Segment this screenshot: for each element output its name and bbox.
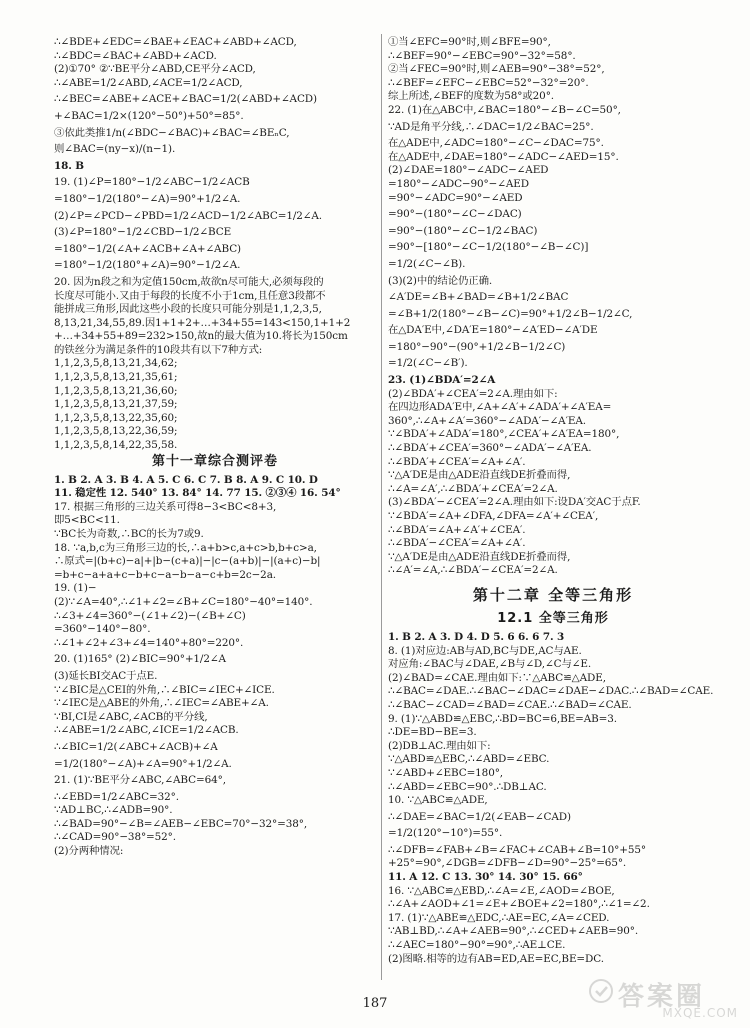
- answer-line: 能拼成三角形,因此这些小段的长度只可能分别是1,1,2,3,5,: [54, 303, 322, 316]
- answer-line: 1,1,2,3,5,8,13,22,36,59;: [54, 425, 178, 438]
- left-column: [54, 36, 376, 859]
- answer-line: 1,1,2,3,5,8,14,22,35,58.: [54, 439, 178, 452]
- answer-line: ∴∠A+∠AOD+∠1=∠E+∠BOE+∠2=180°,∴∠1=∠2.: [388, 898, 650, 911]
- answer-line: ∴∠BDC=∠BAC+∠ABD+∠ACD.: [54, 49, 217, 62]
- answer-line: ∴∠BDA′=∠A+∠A′+∠CEA′.: [388, 523, 526, 536]
- answer-line: ∵∠ABD+∠EBC=180°,: [388, 766, 504, 779]
- answer-line: (2)∠DAE=180°−∠ADC−∠AED: [388, 164, 549, 177]
- answer-line: 18. B: [54, 159, 84, 172]
- answer-line: 16. ∵△ABC≌△EBD,∴∠A=∠E,∠AOD=∠BOE,: [388, 884, 615, 897]
- answer-line: 1,1,2,3,5,8,13,21,36,60;: [54, 384, 178, 397]
- answer-line: 在△DA′E中,∠DA′E=180°−∠A′ED−∠A′DE: [388, 324, 598, 337]
- answer-line: ∴∠DFB=∠FAB+∠B=∠FAC+∠CAB+∠B=10°+55°: [388, 843, 646, 856]
- answer-line: ∴∠A=∠A′,∴∠BDA′+∠CEA′=2∠A.: [388, 482, 558, 495]
- answer-line: ∴DE=BD−BE=3.: [388, 726, 477, 739]
- answer-line: +…+34+55+89=232>150,故n的最大值为10.将长为150cm: [54, 330, 348, 343]
- answer-line: =∠B+1/2(180°−∠B−∠C)=90°+1/2∠B−1/2∠C,: [388, 307, 633, 320]
- answer-line: =90°−∠ADC=90°−∠AED: [388, 191, 523, 204]
- answer-line: ∴∠ABD=∠EBC=90°.∴DB⊥AC.: [388, 780, 547, 793]
- answer-line: ∴∠A′=∠A,∴∠BDA′−∠CEA′=2∠A.: [388, 564, 558, 577]
- answer-line: 10. ∵△ABC≌△ADE,: [388, 794, 488, 807]
- answer-line: ∵BI,CI是∠ABC,∠ACB的平分线,: [54, 710, 208, 723]
- answer-line: ∴∠1+∠2+∠3+∠4=140°+80°=220°.: [54, 636, 244, 649]
- answer-line: 1,1,2,3,5,8,13,21,34,62;: [54, 357, 178, 370]
- answer-line: (3)∠P=180°−1/2∠CBD−1/2∠BCE: [54, 226, 232, 239]
- answer-line: ∴∠CAD=90°−38°=52°.: [54, 831, 176, 844]
- answer-line: =1/2(∠C−∠B).: [388, 257, 466, 270]
- answer-line: =180°−1/2(180°+∠A)=90°−1/2∠A.: [54, 259, 241, 272]
- answer-line: +∠BAC=1/2×(120°−50°)+50°=85°.: [54, 109, 244, 122]
- answer-line: 长度尽可能小.又由于每段的长度不小于1cm,且任意3段都不: [54, 289, 326, 302]
- answer-line: (2)∵∠A=40°,∴∠1+∠2=∠B+∠C=180°−40°=140°.: [54, 595, 313, 608]
- answer-line: 21. (1)∵BE平分∠ABC,∠ABC=64°,: [54, 774, 226, 787]
- answer-line: =1/2(120°−10°)=55°.: [388, 827, 503, 840]
- answer-line: 20. (1)165° (2)∠BIC=90°+1/2∠A: [54, 653, 226, 666]
- answer-line: ∴∠BDE+∠EDC=∠BAE+∠EAC+∠ABD+∠ACD,: [54, 36, 297, 48]
- answer-line: 18. ∵a,b,c为三角形三边的长,∴a+b>c,a+c>b,b+c>a,: [54, 541, 317, 554]
- watermark: [588, 976, 738, 1020]
- watermark-text: 答案圈: [618, 982, 706, 1012]
- answer-line: ∴∠3+∠4=360°−(∠1+∠2)−(∠B+∠C): [54, 609, 246, 622]
- answer-line: =180°−1/2(180°−∠A)=90°+1/2∠A.: [54, 192, 241, 205]
- answer-line: ∴∠ABE=1/2∠ABC,∠ICE=1/2∠ACB.: [54, 724, 239, 737]
- answer-line: (2)分两种情况:: [54, 845, 124, 858]
- answer-line: ∴∠BAD=90°−∠B=∠AEB−∠EBC=70°−32°=38°,: [54, 817, 308, 830]
- answer-line: =360°−140°−80°.: [54, 623, 151, 636]
- answer-line: =1/2(∠C−∠B′).: [388, 357, 468, 370]
- answer-line: ∴∠BIC=1/2(∠ABC+∠ACB)+∠A: [54, 740, 218, 753]
- answer-line: 360°,∴∠A+∠A′=360°−∠ADA′−∠A′EA.: [388, 414, 586, 427]
- answer-line: 17. 根据三角形的三边关系可得8−3<BC<8+3,: [54, 500, 277, 513]
- answer-line: (2)∠BAD=∠CAE.理由如下:∵△ABC≌△ADE,: [388, 671, 606, 684]
- answer-line: =180°−1/2(∠A+∠ACB+∠A+∠ABC): [54, 242, 241, 255]
- answer-line: 11. A 12. C 13. 30° 14. 30° 15. 66°: [388, 871, 583, 884]
- answer-line: 1. B 2. A 3. D 4. D 5. 6 6. 6 7. 3: [388, 630, 565, 643]
- answer-line: ∵△ABD≌△EBC,∴∠ABD=∠EBC.: [388, 753, 550, 766]
- answer-line: ∵AB⊥BD,∴∠A+∠AEB=90°,∴∠CED+∠AEB=90°.: [388, 925, 639, 938]
- answer-line: =180°−∠ADC−90°−∠AED: [388, 177, 529, 190]
- answer-line: ∴∠BDA′−∠CEA′=∠A+∠A′.: [388, 537, 526, 550]
- section-heading: 12.1 全等三角形: [497, 610, 609, 626]
- answer-line: (2)图略.相等的边有AB=ED,AE=EC,BE=DC.: [388, 952, 604, 965]
- answer-line: 1,1,2,3,5,8,13,22,35,60;: [54, 411, 178, 424]
- answer-line: (2)①70° ②∵BE平分∠ABD,CE平分∠ACD,: [54, 63, 256, 76]
- answer-line: ∵△A′DE是由△ADE沿直线DE折叠而得,: [388, 550, 571, 563]
- answer-line: ∵∠BDA′=∠A+∠DFA,∠DFA=∠A′+∠CEA′,: [388, 510, 599, 522]
- answer-line: (3)∠BDA′−∠CEA′=2∠A.理由如下:设DA′交AC于点F.: [388, 496, 641, 509]
- answer-line: 8. (1)对应边:AB与AD,BC与DE,AC与AE.: [388, 644, 582, 657]
- answer-line: 11. 稳定性 12. 540° 13. 84° 14. 77 15. ②③④ 16. 54°: [54, 487, 341, 500]
- answer-line: ∴∠BDA′+∠CEA′=360°−∠ADA′−∠A′EA.: [388, 442, 592, 455]
- answer-line: 综上所述,∠BEF的度数为58°或20°.: [388, 90, 554, 103]
- answer-line: ∴∠BEC=∠ABE+∠ACE+∠BAC=1/2(∠ABD+∠ACD): [54, 93, 317, 106]
- answer-line: 17. (1)∵△ABE≌△EDC,∴AE=EC,∠A=∠CED.: [388, 911, 610, 924]
- answer-line: =1/2(180°−∠A)+∠A=90°+1/2∠A.: [54, 757, 232, 770]
- answer-line: ∴∠BAC−∠CAD=∠BAD=∠CAE.∴∠BAD=∠CAE.: [388, 698, 632, 711]
- answer-line: ∴∠DAE=∠BAC=1/2(∠EAB−∠CAD): [388, 810, 571, 823]
- answer-line: ∴∠ABE=1/2∠ABD,∠ACE=1/2∠ACD,: [54, 76, 243, 89]
- answer-line: =90°−[180°−∠C−1/2(180°−∠B−∠C)]: [388, 241, 589, 254]
- answer-line: 19. (1)∠P=180°−1/2∠ABC−1/2∠ACB: [54, 176, 250, 189]
- answer-line: 8,13,21,34,55,89.因1+1+2+…+34+55=143<150,1+1+2: [54, 316, 351, 329]
- column-divider: [381, 34, 382, 980]
- answer-line: ③依此类推1/n(∠BDC−∠BAC)+∠BAC=∠BEₙC,: [54, 126, 290, 139]
- answer-line: 22. (1)在△ABC中,∠BAC=180°−∠B−∠C=50°,: [388, 103, 621, 116]
- right-column: [388, 36, 718, 966]
- answer-line: =90°−(180°−∠C−∠DAC): [388, 208, 522, 221]
- watermark-logo-icon: [588, 978, 614, 1004]
- answer-line: 9. (1)∵△ABD≌△EBC,∴BD=BC=6,BE=AB=3.: [388, 712, 617, 725]
- answer-line: ∵AD⊥BC,∴∠ADB=90°.: [54, 804, 173, 817]
- answer-line: ∵△A′DE是由△ADE沿直线DE折叠而得,: [388, 469, 571, 482]
- answer-line: 1,1,2,3,5,8,13,21,37,59;: [54, 398, 178, 411]
- answer-line: ∵BC长为奇数,∴BC的长为7或9.: [54, 528, 204, 540]
- answer-line: 在△ADE中,∠DAE=180°−∠ADC−∠AED=15°.: [388, 150, 619, 163]
- answer-line: ∵∠BDA′+∠ADA′=180°,∠CEA′+∠A′EA=180°,: [388, 428, 620, 441]
- answer-line: 1,1,2,3,5,8,13,21,35,61;: [54, 371, 178, 384]
- section-heading: 第十二章 全等三角形: [472, 585, 634, 604]
- answer-line: 的铁丝分为满足条件的10段共有以下7种方式:: [54, 343, 263, 356]
- answer-line: ∵∠BIC是△CEI的外角,∴∠BIC=∠IEC+∠ICE.: [54, 683, 275, 696]
- answer-line: ②当∠FEC=90°时,则∠AEB=90°−38°=52°,: [388, 63, 605, 76]
- answer-line: (2)∠BDA′+∠CEA′=2∠A.理由如下:: [388, 387, 558, 400]
- answer-line: 在△ADE中,∠ADC=180°−∠C−∠DAC=75°.: [388, 137, 604, 150]
- answer-line: ∴∠BEF=90°−∠EBC=90°−32°=58°.: [388, 49, 576, 62]
- answer-line: =b+c−a+a+c−b+c−a−b−a−c+b=2c−2a.: [54, 568, 276, 581]
- watermark-url: MXQE.COM: [662, 1006, 738, 1020]
- answer-line: ∴∠BEF=∠EFC−∠EBC=52°−32°=20°.: [388, 76, 589, 89]
- answer-line: (2)DB⊥AC.理由如下:: [388, 739, 491, 752]
- answer-line: ∴原式=|(b+c)−a|+|b−(c+a)|−|c−(a+b)|−|(a+c)−b|: [54, 555, 321, 568]
- answer-line: ∴∠AEC=180°−90°=90°,∴AE⊥CE.: [388, 939, 566, 952]
- answer-line: 对应角:∠BAC与∠DAE,∠B与∠D,∠C与∠E.: [388, 658, 592, 671]
- answer-line: ①当∠EFC=90°时,则∠BFE=90°,: [388, 36, 551, 48]
- answer-line: ∵AD是角平分线,∴∠DAC=1/2∠BAC=25°.: [388, 120, 594, 133]
- answer-line: 1. B 2. A 3. B 4. A 5. C 6. C 7. B 8. A 9. C 10. D: [54, 473, 318, 486]
- answer-line: 则∠BAC=(ny−x)/(n−1).: [54, 143, 176, 156]
- page-number: 187: [362, 996, 388, 1011]
- answer-line: (3)延长BI交AC于点E.: [54, 669, 158, 682]
- answer-line: 在四边形ADA′E中,∠A+∠A′+∠ADA′+∠A′EA=: [388, 401, 612, 414]
- answer-line: =90°−(180°−∠C−1/2∠BAC): [388, 224, 538, 237]
- answer-line: ∴∠BAC=∠DAE.∴∠BAC−∠DAC=∠DAE−∠DAC.∴∠BAD=∠CAE.: [388, 685, 714, 698]
- answer-line: 23. (1)∠BDA′=2∠A: [388, 374, 496, 387]
- answer-line: =180°−90°−(90°+1/2∠B−1/2∠C): [388, 340, 566, 353]
- answer-line: ∴∠BDA′+∠CEA′=∠A+∠A′.: [388, 455, 526, 468]
- answer-line: (2)∠P=∠PCD−∠PBD=1/2∠ACD−1/2∠ABC=1/2∠A.: [54, 209, 322, 222]
- answer-line: 即5<BC<11.: [54, 514, 120, 527]
- answer-line: 20. 因为n段之和为定值150cm,故欲n尽可能大,必须每段的: [54, 275, 324, 288]
- section-heading: 第十一章综合测评卷: [151, 453, 278, 469]
- answer-line: ∵∠IEC是△ABE的外角,∴∠IEC=∠ABE+∠A.: [54, 697, 269, 710]
- answer-line: (3)(2)中的结论仍正确.: [388, 274, 493, 287]
- answer-line: +25°=90°,∠DGB=∠DFB−∠D=90°−25°=65°.: [388, 857, 627, 870]
- answer-line: ∠A′DE=∠B+∠BAD=∠B+1/2∠BAC: [388, 291, 569, 304]
- answer-line: ∴∠EBD=1/2∠ABC=32°.: [54, 790, 179, 803]
- answer-line: 19. (1)−: [54, 582, 97, 595]
